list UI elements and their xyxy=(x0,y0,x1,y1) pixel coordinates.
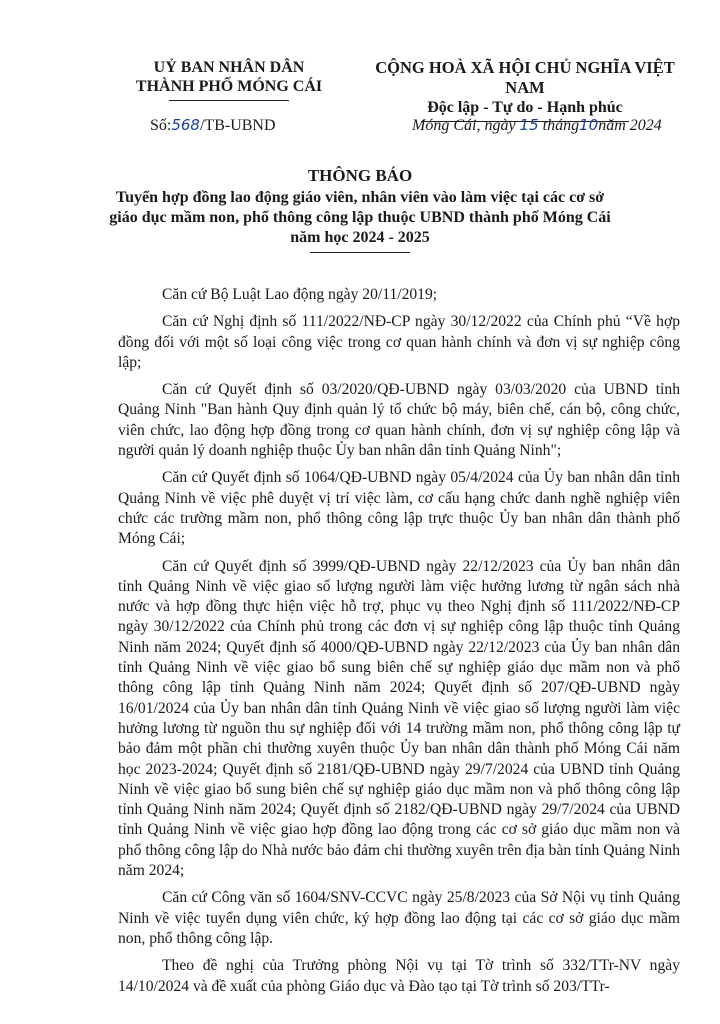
docno-suffix: /TB-UBND xyxy=(199,117,276,134)
document-number xyxy=(150,116,276,135)
date-line xyxy=(412,116,662,135)
agency-line-1: UỶ BAN NHÂN DÂN xyxy=(153,59,305,76)
agency-line-2: THÀNH PHỐ MÓNG CÁI xyxy=(135,78,323,95)
docno-prefix: Số: xyxy=(150,117,172,134)
subtitle-text: Tuyển hợp đồng lao động giáo viên, nhân viên vào làm việc tại các cơ sở giáo dục mầm non, phổ thông công lập thuộc UBND thành phố Móng Cái năm học 2024 - 2025 xyxy=(109,189,611,246)
document-body xyxy=(118,285,680,1004)
date-day: 15 xyxy=(519,116,539,134)
date-part-2: tháng xyxy=(538,117,580,134)
paragraph: Căn cứ Quyết định số 3999/QĐ-UBND ngày 22/12/2023 của Ủy ban nhân dân tỉnh Quảng Ninh về việc giao số lượng người làm việc hưởng lương từ ngân sách nhà nước và hợp đồng thực hiện việc hỗ trợ, phục vụ theo Nghị định số 111/2022/NĐ-CP ngày 30/12/2022 của Chính phủ trong các đơn vị sự nghiệp công lập thuộc tỉnh Quảng Ninh năm 2024; Quyết định số 4000/QĐ-UBND ngày 22/12/2023 của Ủy ban nhân dân tỉnh Quảng Ninh về việc giao bổ sung biên chế sự nghiệp giáo dục mầm non và phổ thông công lập tỉnh Quảng Ninh năm 2024; Quyết định số 207/QĐ-UBND ngày 16/01/2024 của Ủy ban nhân dân tỉnh Quảng Ninh về việc giao số lượng người làm việc hưởng lương từ nguồn thu sự nghiệp đối với 14 trường mầm non, phổ thông công lập tự bảo đảm một phần chi thường xuyên thuộc Ủy ban nhân dân thành phố Móng Cái năm học 2023-2024; Quyết định số 2181/QĐ-UBND ngày 29/7/2024 của UBND tỉnh Quảng Ninh về việc giao bổ sung biên chế sự nghiệp giáo dục mầm non và phổ thông công lập tỉnh Quảng Ninh năm 2024; Quyết định số 2182/QĐ-UBND ngày 29/7/2024 của UBND tỉnh Quảng Ninh về việc giao hợp đồng lao động trong các cơ sở giáo dục mầm non và phổ thông công lập do Nhà nước bảo đảm chi thường xuyên trên địa bàn tỉnh Quảng Ninh năm 2024; xyxy=(118,557,680,880)
date-month: 10 xyxy=(579,116,599,134)
country-name: CỘNG HOÀ XÃ HỘI CHỦ NGHĨA VIỆT NAM xyxy=(375,58,675,97)
paragraph: Căn cứ Quyết định số 03/2020/QĐ-UBND ngày 03/03/2020 của UBND tỉnh Quảng Ninh "Ban hành Quy định quản lý tổ chức bộ máy, biên chế, cán bộ, công chức, viên chức, lao động hợp đồng trong cơ quan hành chính, đơn vị sự nghiệp công lập và người quản lý doanh nghiệp thuộc Ủy ban nhân dân tỉnh Quảng Ninh"; xyxy=(118,381,680,460)
document-title: THÔNG BÁO xyxy=(307,166,413,185)
issuing-agency xyxy=(118,58,340,101)
paragraph: Theo đề nghị của Trưởng phòng Nội vụ tại Tờ trình số 332/TTr-NV ngày 14/10/2024 và đề xuất của phòng Giáo dục và Đào tạo tại Tờ trình số 203/TTr- xyxy=(118,957,680,995)
subtitle-underline xyxy=(310,252,410,253)
paragraph: Căn cứ Quyết định số 1064/QĐ-UBND ngày 05/4/2024 của Ủy ban nhân dân tỉnh Quảng Ninh về việc phê duyệt vị trí việc làm, cơ cấu hạng chức danh nghề nghiệp viên chức các trường mầm non, phổ thông công lập trực thuộc Ủy ban nhân dân thành phố Móng Cái; xyxy=(118,469,680,548)
paragraph: Căn cứ Nghị định số 111/2022/NĐ-CP ngày 30/12/2022 của Chính phủ “Về hợp đồng đối với một số loại công việc trong cơ quan hành chính và đơn vị sự nghiệp công lập; xyxy=(118,313,680,371)
motto-line: Độc lập - Tự do - Hạnh phúc xyxy=(427,99,623,116)
docno-handwritten: 568 xyxy=(171,116,200,134)
paragraph: Căn cứ Bộ Luật Lao động ngày 20/11/2019; xyxy=(162,286,438,303)
national-motto xyxy=(360,58,690,122)
date-part-1: Móng Cái, ngày xyxy=(412,117,520,134)
document-subtitle xyxy=(100,188,620,253)
agency-underline xyxy=(169,100,289,101)
date-part-3: năm 2024 xyxy=(598,117,662,134)
paragraph: Căn cứ Công văn số 1604/SNV-CCVC ngày 25/8/2023 của Sở Nội vụ tỉnh Quảng Ninh về việc tuyển dụng viên chức, ký hợp đồng lao động tại các cơ sở giáo dục mầm non, phổ thông công lập. xyxy=(118,889,680,947)
